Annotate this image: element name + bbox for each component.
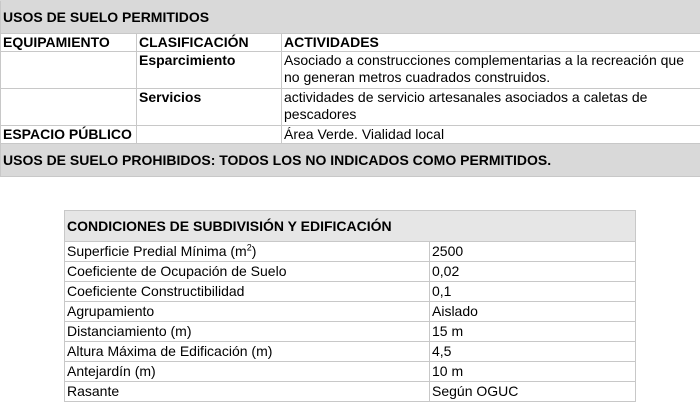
condition-label: Altura Máxima de Edificación (m): [65, 342, 430, 362]
column-header-clasificacion: CLASIFICACIÓN: [137, 34, 282, 52]
category-cell: [1, 52, 137, 89]
condition-label: Superficie Predial Mínima $(m^2)$: [65, 242, 430, 262]
category-cell: ESPACIO PÚBLICO: [1, 126, 137, 144]
table-row: [65, 302, 636, 322]
condition-value: 2500: [430, 242, 636, 262]
condition-value: Según OGUC: [430, 382, 636, 402]
permitted-uses-title-row: [1, 1, 700, 34]
activities-cell: Asociado a construcciones complementarias a la recreación que no generan metros cuadrados construidos.: [282, 52, 700, 89]
prohibited-uses-row: [1, 144, 700, 177]
table-row: [65, 282, 636, 302]
condition-value: 10 m: [430, 362, 636, 382]
table-row: [1, 126, 700, 144]
permitted-uses-title: USOS DE SUELO PERMITIDOS: [1, 1, 700, 34]
table-row: [65, 322, 636, 342]
condition-value: Aislado: [430, 302, 636, 322]
condition-label: Coeficiente de Ocupación de Suelo: [65, 262, 430, 282]
condition-label: Rasante: [65, 382, 430, 402]
table-row: [65, 362, 636, 382]
classification-cell: Servicios: [137, 89, 282, 126]
table-row: [65, 342, 636, 362]
table-row: [1, 89, 700, 126]
conditions-title-row: [65, 211, 636, 242]
condition-label: Agrupamiento: [65, 302, 430, 322]
category-cell: [1, 89, 137, 126]
condition-label: Coeficiente Constructibilidad: [65, 282, 430, 302]
table-row: [65, 382, 636, 402]
conditions-title: CONDICIONES DE SUBDIVISIÓN Y EDIFICACIÓN: [65, 211, 636, 242]
column-header-equipamiento: EQUIPAMIENTO: [1, 34, 137, 52]
table-row: [65, 262, 636, 282]
condition-value: 0,1: [430, 282, 636, 302]
table-row: [1, 52, 700, 89]
prohibited-uses-text: USOS DE SUELO PROHIBIDOS: TODOS LOS NO INDICADOS COMO PERMITIDOS.: [1, 144, 700, 177]
column-header-actividades: ACTIVIDADES: [282, 34, 700, 52]
table-row: [65, 242, 636, 262]
activities-cell: actividades de servicio artesanales asociados a caletas de pescadores: [282, 89, 700, 126]
classification-cell: [137, 126, 282, 144]
condition-label: Distanciamiento (m): [65, 322, 430, 342]
permitted-uses-table: [0, 0, 700, 177]
condition-label: Antejardín (m): [65, 362, 430, 382]
conditions-table: [64, 210, 636, 402]
activities-cell: Área Verde. Vialidad local: [282, 126, 700, 144]
table-header-row: [1, 34, 700, 52]
condition-value: 15 m: [430, 322, 636, 342]
condition-value: 4,5: [430, 342, 636, 362]
classification-cell: Esparcimiento: [137, 52, 282, 89]
condition-value: 0,02: [430, 262, 636, 282]
